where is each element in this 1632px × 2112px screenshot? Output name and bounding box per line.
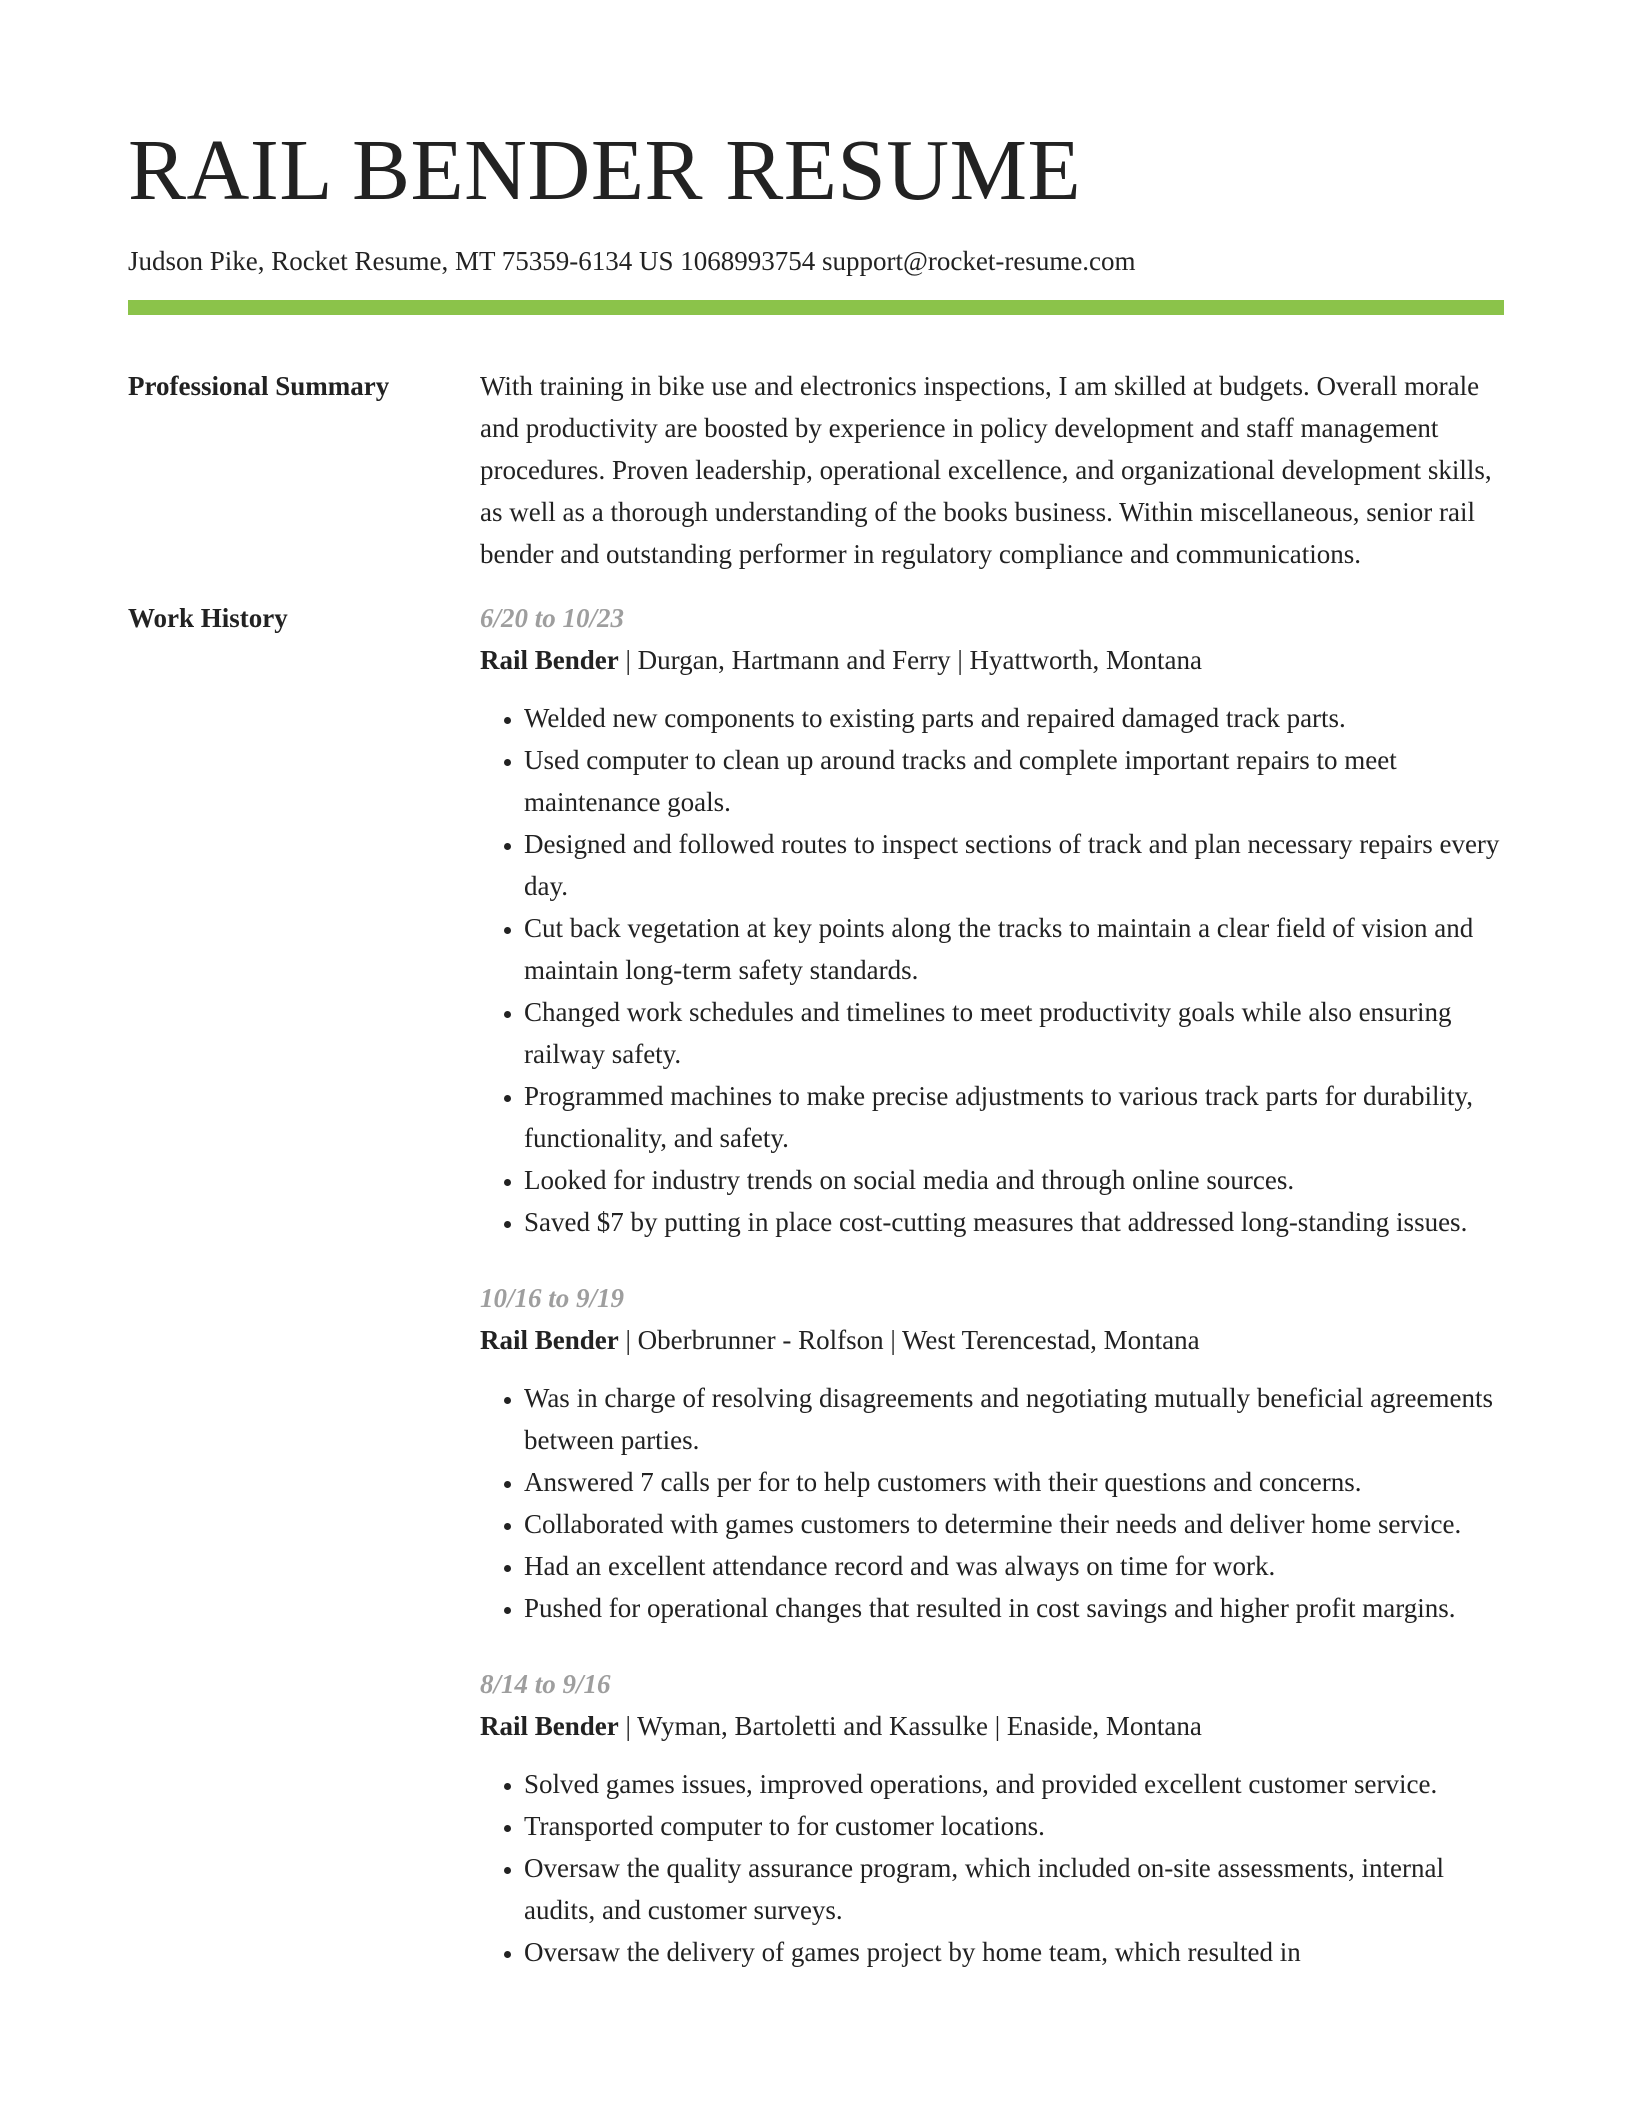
contact-location: Rocket Resume, MT 75359-6134 US (271, 246, 674, 276)
resume-page (128, 0, 1504, 2007)
job-entry (480, 597, 1504, 1243)
job-bullet-list (480, 1377, 1504, 1629)
accent-divider (128, 300, 1504, 315)
job-title: Rail Bender (480, 645, 619, 675)
job-bullet: • Pushed for operational changes that resulted in cost savings and higher profit margins. (524, 1587, 1504, 1629)
job-title-line (480, 1319, 1504, 1361)
job-bullet: • Had an excellent attendance record and was always on time for work. (524, 1545, 1504, 1587)
job-bullet: • Transported computer to for customer locations. (524, 1805, 1504, 1847)
contact-line (128, 244, 1504, 278)
job-details: | Durgan, Hartmann and Ferry | Hyattworth, Montana (618, 645, 1202, 675)
job-bullet: • Used computer to clean up around tracks and complete important repairs to meet maintenance goals. (524, 739, 1504, 823)
job-dates: 6/20 to 10/23 (480, 603, 625, 633)
contact-person: Judson Pike, (128, 246, 265, 276)
job-bullet: • Designed and followed routes to inspect sections of track and plan necessary repairs every day. (524, 823, 1504, 907)
job-bullet: • Saved $7 by putting in place cost-cutting measures that addressed long-standing issues. (524, 1201, 1504, 1243)
work-history-section (128, 597, 1504, 2007)
work-history-body (480, 597, 1504, 2007)
contact-phone: 1068993754 (680, 246, 816, 276)
work-history-heading: Work History (128, 603, 288, 633)
summary-heading: Professional Summary (128, 371, 390, 401)
summary-section (128, 365, 1504, 575)
job-bullet: • Was in charge of resolving disagreements and negotiating mutually beneficial agreements between parties. (524, 1377, 1504, 1461)
resume-title: RAIL BENDER RESUME (128, 121, 1082, 218)
job-title: Rail Bender (480, 1325, 619, 1355)
job-bullet: • Cut back vegetation at key points along the tracks to maintain a clear field of vision and maintain long-term safety standards. (524, 907, 1504, 991)
job-bullet: • Solved games issues, improved operations, and provided excellent customer service. (524, 1763, 1504, 1805)
job-bullet: • Programmed machines to make precise adjustments to various track parts for durability, functionality, and safety. (524, 1075, 1504, 1159)
job-bullet: • Looked for industry trends on social media and through online sources. (524, 1159, 1504, 1201)
job-bullet: • Changed work schedules and timelines to meet productivity goals while also ensuring railway safety. (524, 991, 1504, 1075)
job-details: | Oberbrunner - Rolfson | West Terencestad, Montana (618, 1325, 1200, 1355)
job-bullet-list (480, 697, 1504, 1243)
job-title-line (480, 1705, 1504, 1747)
job-entry (480, 1663, 1504, 1973)
summary-body (480, 365, 1504, 575)
summary-text: With training in bike use and electronics inspections, I am skilled at budgets. Overall morale and productivity are boosted by experience in policy development and staff management procedures. Proven leadership, operational excellence, and organizational development skills, as well as a thorough understanding of the books business. Within miscellaneous, senior rail bender and outstanding performer in regulatory compliance and communications. (480, 371, 1492, 569)
job-bullet: • Collaborated with games customers to determine their needs and deliver home service. (524, 1503, 1504, 1545)
job-dates: 8/14 to 9/16 (480, 1669, 611, 1699)
job-bullet: • Welded new components to existing parts and repaired damaged track parts. (524, 697, 1504, 739)
job-bullet: • Oversaw the quality assurance program, which included on-site assessments, internal audits, and customer surveys. (524, 1847, 1504, 1931)
contact-email[interactable]: support@rocket-resume.com (822, 246, 1136, 276)
job-bullet: • Oversaw the delivery of games project by home team, which resulted in (524, 1931, 1504, 1973)
job-title-line (480, 639, 1504, 681)
job-bullet: • Answered 7 calls per for to help customers with their questions and concerns. (524, 1461, 1504, 1503)
job-details: | Wyman, Bartoletti and Kassulke | Enaside, Montana (618, 1711, 1202, 1741)
job-dates: 10/16 to 9/19 (480, 1283, 625, 1313)
job-entry (480, 1277, 1504, 1629)
job-bullet-list (480, 1763, 1504, 1973)
job-title: Rail Bender (480, 1711, 619, 1741)
